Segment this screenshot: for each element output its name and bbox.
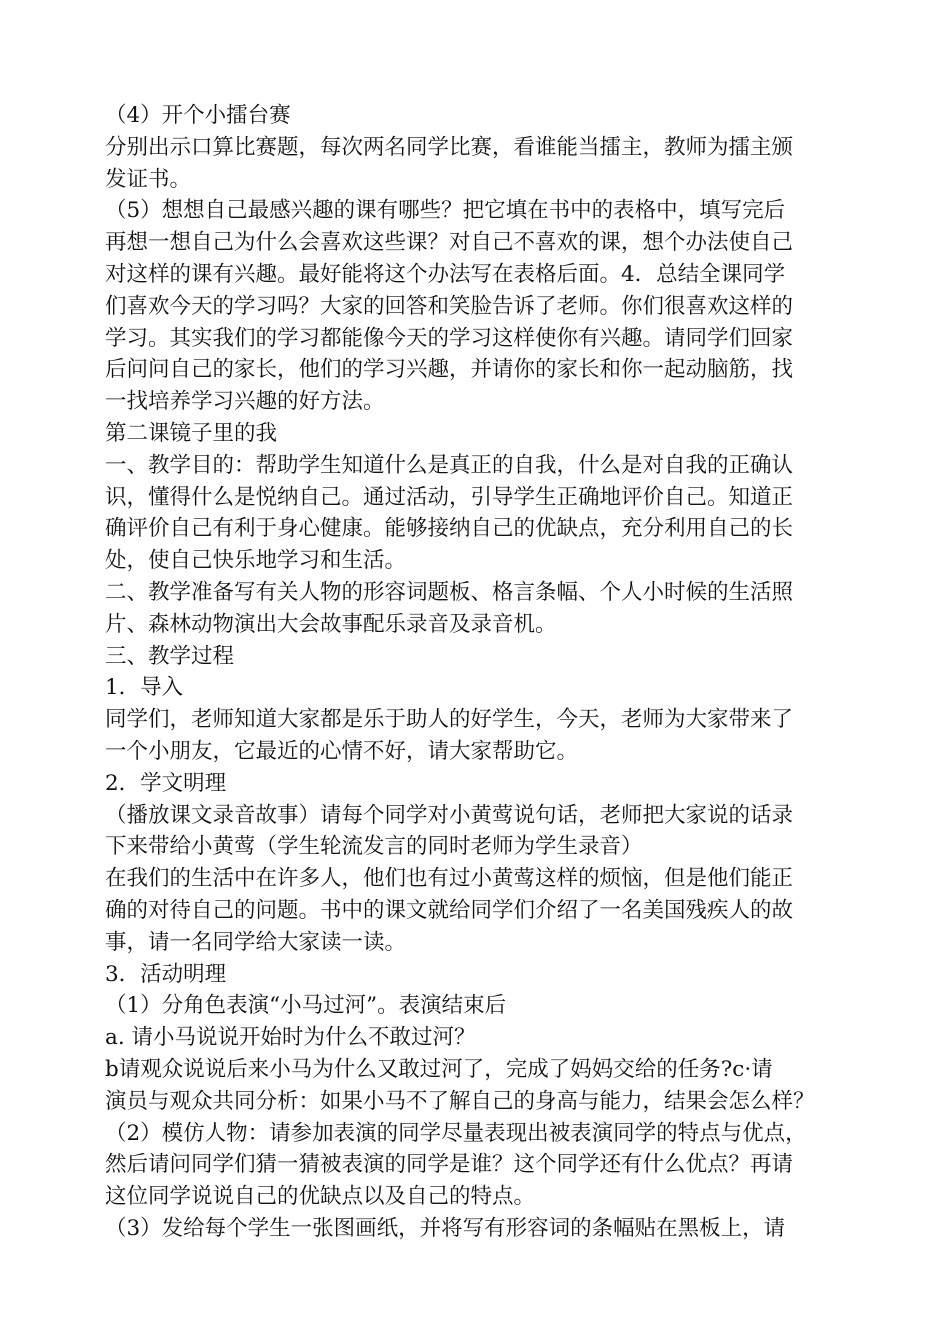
text-line: 发证书。: [105, 166, 192, 192]
text-line: 处，使自己快乐地学习和生活。: [105, 548, 407, 574]
text-line: 学习。其实我们的学习都能像今天的学习这样使你有兴趣。请同学们回家: [105, 325, 794, 351]
text-line: 一、教学目的：帮助学生知道什么是真正的自我，什么是对自我的正确认: [105, 452, 794, 478]
text-line: 在我们的生活中在许多人，他们也有过小黄莺这样的烦恼，但是他们能正: [105, 866, 794, 892]
text-line: 确评价自己有利于身心健康。能够接纳自己的优缺点，充分利用自己的长: [105, 516, 794, 542]
text-line: （3）发给每个学生一张图画纸，并将写有形容词的条幅贴在黑板上，请: [105, 1215, 786, 1241]
document-page: [105, 100, 865, 1245]
text-line: b请观众说说后来小马为什么又敢过河了，完成了妈妈交给的任务?c·请: [105, 1056, 773, 1082]
text-line: （2）模仿人物：请参加表演的同学尽量表现出被表演同学的特点与优点，: [105, 1120, 807, 1146]
text-line: 分别出示口算比赛题，每次两名同学比赛，看谁能当擂主，教师为擂主颁: [105, 134, 794, 160]
text-line: 对这样的课有兴趣。最好能将这个办法写在表格后面。4．总结全课同学: [105, 261, 786, 287]
text-line: 一找培养学习兴趣的好方法。: [105, 389, 385, 415]
text-line: （4）开个小擂台赛: [105, 103, 291, 128]
text-line: （播放课文录音故事）请每个同学对小黄莺说句话，老师把大家说的话录: [105, 802, 794, 828]
text-line: 下来带给小黄莺（学生轮流发言的同时老师为学生录音）: [105, 834, 643, 860]
section-heading: 三、教学过程: [105, 643, 235, 669]
subsection-heading: 1．导入: [105, 675, 184, 701]
text-line: 确的对待自己的问题。书中的课文就给同学们介绍了一名美国残疾人的故: [105, 897, 794, 923]
text-line: （5）想想自己最感兴趣的课有哪些？把它填在书中的表格中，填写完后: [105, 198, 786, 224]
text-line: 再想一想自己为什么会喜欢这些课？对自己不喜欢的课，想个办法使自己: [105, 230, 794, 256]
text-line: 们喜欢今天的学习吗？大家的回答和笑脸告诉了老师。你们很喜欢这样的: [105, 293, 794, 319]
section-title: 第二课镜子里的我: [105, 420, 278, 446]
text-line: 二、教学准备写有关人物的形容词题板、格言条幅、个人小时候的生活照: [105, 579, 794, 605]
text-line: 这位同学说说自己的优缺点以及自己的特点。: [105, 1184, 536, 1210]
text-line: 片、森林动物演出大会故事配乐录音及录音机。: [105, 611, 557, 637]
text-line: 演员与观众共同分析：如果小马不了解自己的身高与能力，结果会怎么样？: [105, 1088, 815, 1114]
text-line: （1）分角色表演“小马过河”。表演结束后: [105, 993, 507, 1019]
subsection-heading: 2．学文明理: [105, 770, 227, 796]
text-line: 事，请一名同学给大家读一读。: [105, 929, 407, 955]
text-line: 然后请问同学们猜一猜被表演的同学是谁？这个同学还有什么优点？再请: [105, 1152, 794, 1178]
subsection-heading: 3．活动明理: [105, 961, 227, 987]
text-line: a. 请小马说说开始时为什么不敢过河？: [105, 1025, 476, 1051]
text-line: 一个小朋友，它最近的心情不好，请大家帮助它。: [105, 738, 579, 764]
text-line: 后问问自己的家长，他们的学习兴趣，并请你的家长和你一起动脑筋，找: [105, 357, 794, 383]
text-line: 同学们，老师知道大家都是乐于助人的好学生，今天，老师为大家带来了: [105, 707, 794, 733]
text-line: 识，懂得什么是悦纳自己。通过活动，引导学生正确地评价自己。知道正: [105, 484, 794, 510]
